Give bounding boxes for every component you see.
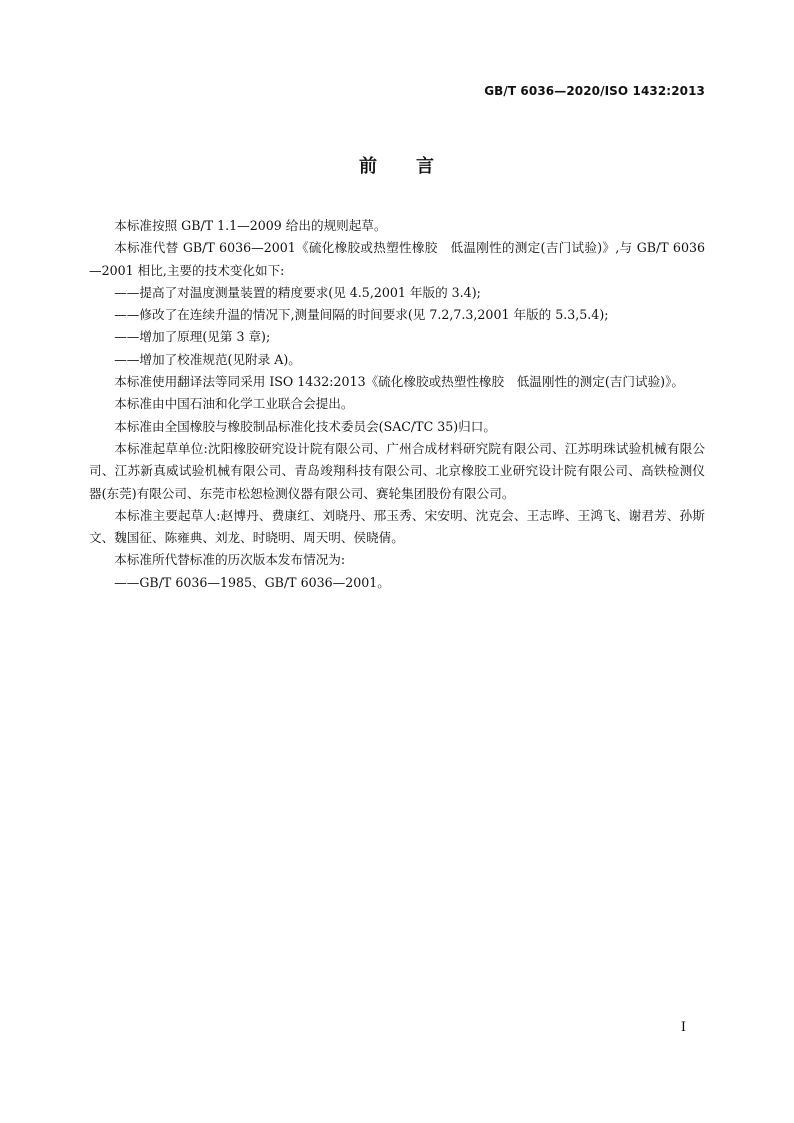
paragraph-iso-adoption: 本标准使用翻译法等同采用 ISO 1432:2013《硫化橡胶或热塑性橡胶 低温刚性的测定(吉门试验)》。	[114, 374, 684, 390]
change-item-calibration: ——增加了校准规范(见附录 A)。	[114, 351, 301, 367]
paragraph-drafting-rules: 本标准按照 GB/T 1.1—2009 给出的规则起草。	[114, 218, 387, 233]
paragraph-drafters: 本标准主要起草人:赵博丹、费康红、刘晓丹、邢玉秀、宋安明、沈克会、王志晔、王鸿飞、谢君芳、孙斯文、魏国征、陈雍典、刘龙、时晓明、周天明、侯晓倩。	[89, 507, 705, 546]
history-item-editions: ——GB/T 6036—1985、GB/T 6036—2001。	[114, 574, 390, 590]
change-item-temperature-accuracy: ——提高了对温度测量装置的精度要求(见 4.5,2001 年版的 3.4);	[114, 284, 481, 300]
paragraph-drafting-units: 本标准起草单位:沈阳橡胶研究设计院有限公司、广州合成材料研究院有限公司、江苏明珠试验机械有限公司、江苏新真威试验机械有限公司、青岛竣翔科技有限公司、北京橡胶工业研究设计院有限公司、高铁检测仪器(东莞)有限公司、东莞市松恕检测仪器有限公司、赛轮集团股份有限公司。	[89, 440, 705, 501]
change-item-measurement-interval: ——修改了在连续升温的情况下,测量间隔的时间要求(见 7.2,7.3,2001 年版的 5.3,5.4);	[114, 307, 609, 323]
paragraph-replaces: 本标准代替 GB/T 6036—2001《硫化橡胶或热塑性橡胶 低温刚性的测定(吉门试验)》,与 GB/T 6036—2001 相比,主要的技术变化如下:	[89, 240, 705, 278]
paragraph-history-intro: 本标准所代替标准的历次版本发布情况为:	[114, 552, 346, 568]
standard-code-header: GB/T 6036—2020/ISO 1432:2013	[484, 84, 705, 98]
change-item-principle: ——增加了原理(见第 3 章);	[114, 329, 271, 345]
paragraph-administered-by: 本标准由全国橡胶与橡胶制品标准化技术委员会(SAC/TC 35)归口。	[114, 418, 496, 434]
title-char-2: 言	[416, 156, 435, 177]
title-char-1: 前	[359, 156, 378, 177]
foreword-body	[89, 215, 705, 594]
page-title	[0, 152, 794, 178]
paragraph-proposed-by: 本标准由中国石油和化学工业联合会提出。	[114, 396, 354, 412]
page-number: I	[680, 1020, 686, 1035]
